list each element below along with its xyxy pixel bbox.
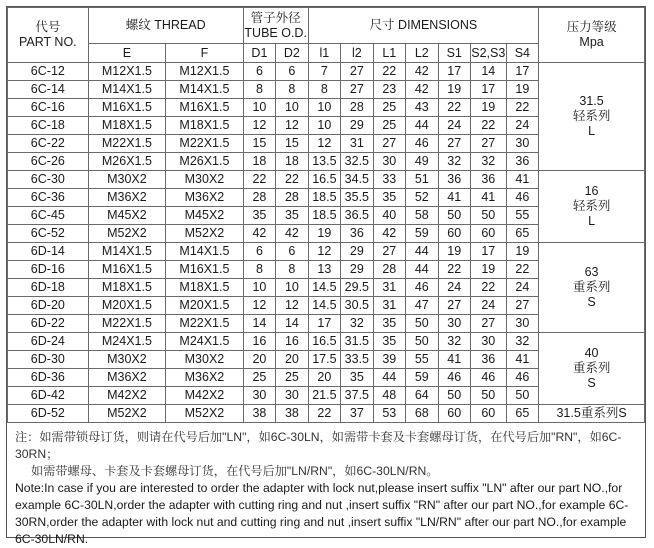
table-cell: 28: [341, 99, 373, 117]
table-cell: 32: [438, 153, 470, 171]
order-notes: [7, 423, 645, 548]
table-cell: 60: [438, 405, 470, 423]
part-number-cell: 6C-14: [8, 81, 89, 99]
table-cell: 27: [470, 135, 506, 153]
table-cell: 47: [406, 297, 438, 315]
table-cell: 46: [506, 189, 539, 207]
subheader-cell: S4: [506, 44, 539, 63]
table-cell: 31.5: [341, 333, 373, 351]
table-cell: 17: [506, 63, 539, 81]
table-cell: 14: [276, 315, 308, 333]
table-cell: 18: [243, 153, 275, 171]
table-cell: 41: [438, 351, 470, 369]
part-number-cell: 6D-18: [8, 279, 89, 297]
table-cell: 46: [406, 135, 438, 153]
table-cell: 20: [243, 351, 275, 369]
table-cell: 27: [373, 243, 405, 261]
table-cell: 10: [308, 99, 340, 117]
table-cell: M36X2: [88, 189, 166, 207]
table-cell: 29: [341, 117, 373, 135]
part-number-cell: 6D-20: [8, 297, 89, 315]
table-cell: 35: [243, 207, 275, 225]
table-cell: 6: [243, 243, 275, 261]
table-cell: 22: [243, 171, 275, 189]
table-cell: 22: [506, 99, 539, 117]
pressure-line: 40: [584, 346, 599, 360]
pressure-line: 31.5重系列S: [556, 406, 627, 420]
table-cell: 24: [438, 117, 470, 135]
table-cell: 18.5: [308, 189, 340, 207]
table-cell: 27: [341, 63, 373, 81]
part-number-cell: 6D-16: [8, 261, 89, 279]
table-cell: 35: [373, 333, 405, 351]
table-cell: 30: [506, 135, 539, 153]
table-cell: 10: [276, 99, 308, 117]
table-cell: 60: [470, 405, 506, 423]
table-cell: 15: [243, 135, 275, 153]
table-cell: 49: [406, 153, 438, 171]
table-cell: 12: [243, 297, 275, 315]
table-cell: M30X2: [88, 171, 166, 189]
table-cell: M24X1.5: [88, 333, 166, 351]
table-cell: M20X1.5: [166, 297, 244, 315]
table-cell: 58: [406, 207, 438, 225]
table-cell: 46: [438, 369, 470, 387]
subheader-cell: L2: [406, 44, 438, 63]
part-number-cell: 6D-52: [8, 405, 89, 423]
table-cell: M26X1.5: [88, 153, 166, 171]
table-cell: 52: [406, 189, 438, 207]
table-cell: 50: [406, 315, 438, 333]
table-cell: 32: [470, 153, 506, 171]
table-cell: 28: [373, 261, 405, 279]
pressure-line: L: [588, 214, 596, 228]
table-cell: 44: [373, 369, 405, 387]
table-cell: 18.5: [308, 207, 340, 225]
table-cell: M18X1.5: [166, 117, 244, 135]
table-cell: 32.5: [341, 153, 373, 171]
subheader-cell: l1: [308, 44, 340, 63]
table-cell: M36X2: [88, 369, 166, 387]
table-cell: 32: [341, 315, 373, 333]
table-cell: 21.5: [308, 387, 340, 405]
table-cell: 13.5: [308, 153, 340, 171]
table-cell: 22: [308, 405, 340, 423]
table-cell: 17.5: [308, 351, 340, 369]
table-row: [8, 333, 645, 351]
table-cell: 30.5: [341, 297, 373, 315]
table-cell: 30: [438, 315, 470, 333]
table-cell: 19: [308, 225, 340, 243]
table-cell: 35.5: [341, 189, 373, 207]
table-cell: 31: [373, 297, 405, 315]
table-cell: 19: [506, 81, 539, 99]
table-cell: 30: [276, 387, 308, 405]
part-number-cell: 6D-42: [8, 387, 89, 405]
table-cell: 36: [506, 153, 539, 171]
table-cell: M14X1.5: [166, 81, 244, 99]
dimension-table: [7, 7, 645, 423]
table-cell: 27: [373, 135, 405, 153]
table-cell: 31: [341, 135, 373, 153]
table-cell: 41: [506, 171, 539, 189]
table-cell: M36X2: [166, 189, 244, 207]
table-cell: 12: [276, 117, 308, 135]
table-cell: 8: [243, 81, 275, 99]
table-cell: 24: [470, 297, 506, 315]
table-cell: 46: [406, 279, 438, 297]
table-cell: 44: [406, 243, 438, 261]
table-cell: 16.5: [308, 171, 340, 189]
table-cell: 53: [373, 405, 405, 423]
table-cell: 22: [470, 279, 506, 297]
table-cell: 36.5: [341, 207, 373, 225]
pressure-line: 31.5: [579, 94, 604, 108]
table-cell: 8: [276, 261, 308, 279]
table-cell: 44: [406, 117, 438, 135]
pressure-line: 重系列: [572, 361, 611, 375]
table-cell: 13: [308, 261, 340, 279]
table-cell: 41: [506, 351, 539, 369]
table-cell: 18: [276, 153, 308, 171]
table-row: [8, 171, 645, 189]
table-cell: 50: [438, 387, 470, 405]
table-cell: 68: [406, 405, 438, 423]
table-cell: 25: [373, 117, 405, 135]
table-cell: 50: [438, 207, 470, 225]
table-cell: 55: [406, 351, 438, 369]
table-cell: 60: [438, 225, 470, 243]
table-cell: 35: [276, 207, 308, 225]
table-cell: 50: [506, 387, 539, 405]
table-cell: 24: [506, 117, 539, 135]
table-cell: 6: [243, 63, 275, 81]
table-cell: 22: [470, 117, 506, 135]
table-cell: 27: [470, 315, 506, 333]
subheader-cell: l2: [341, 44, 373, 63]
subheader-cell: E: [88, 44, 166, 63]
table-cell: M52X2: [88, 225, 166, 243]
table-cell: 17: [470, 243, 506, 261]
table-row: [8, 405, 645, 423]
table-cell: 32: [438, 333, 470, 351]
table-cell: 41: [438, 189, 470, 207]
table-cell: 6: [276, 63, 308, 81]
table-cell: M30X2: [88, 351, 166, 369]
table-cell: 19: [506, 243, 539, 261]
table-cell: 10: [276, 279, 308, 297]
table-cell: 10: [243, 99, 275, 117]
part-number-cell: 6D-36: [8, 369, 89, 387]
table-cell: 16.5: [308, 333, 340, 351]
table-cell: 37: [341, 405, 373, 423]
table-cell: 23: [373, 81, 405, 99]
table-cell: 38: [276, 405, 308, 423]
table-cell: 44: [406, 261, 438, 279]
table-cell: M36X2: [166, 369, 244, 387]
table-cell: 19: [470, 261, 506, 279]
table-cell: 14.5: [308, 279, 340, 297]
table-cell: 19: [438, 81, 470, 99]
table-cell: 12: [276, 297, 308, 315]
table-cell: 7: [308, 63, 340, 81]
table-cell: 27: [438, 135, 470, 153]
table-cell: 30: [470, 333, 506, 351]
table-cell: 43: [406, 99, 438, 117]
table-cell: 36: [470, 171, 506, 189]
table-cell: 35: [341, 369, 373, 387]
table-cell: 31: [373, 279, 405, 297]
note-cn-line2: 如需带螺母、卡套及卡套螺母订货，在代号后加"LN/RN"，如6C-30LN/RN。: [31, 464, 439, 478]
table-cell: M22X1.5: [166, 135, 244, 153]
table-cell: 16: [276, 333, 308, 351]
table-cell: 17: [438, 63, 470, 81]
table-cell: M14X1.5: [166, 243, 244, 261]
table-cell: 25: [373, 99, 405, 117]
table-cell: 14: [470, 63, 506, 81]
table-cell: M12X1.5: [166, 63, 244, 81]
part-number-cell: 6C-36: [8, 189, 89, 207]
table-cell: 10: [308, 117, 340, 135]
table-cell: 30: [373, 153, 405, 171]
pressure-line: 轻系列: [572, 199, 611, 213]
table-cell: 65: [506, 405, 539, 423]
table-cell: 38: [243, 405, 275, 423]
part-number-cell: 6C-45: [8, 207, 89, 225]
part-number-cell: 6C-52: [8, 225, 89, 243]
subheader-cell: F: [166, 44, 244, 63]
part-number-cell: 6C-30: [8, 171, 89, 189]
table-cell: 41: [470, 189, 506, 207]
table-cell: 30: [506, 315, 539, 333]
header-thread: 螺纹 THREAD: [88, 8, 243, 44]
pressure-line: 16: [584, 184, 599, 198]
table-cell: 64: [406, 387, 438, 405]
part-number-cell: 6C-12: [8, 63, 89, 81]
part-number-cell: 6D-30: [8, 351, 89, 369]
table-cell: 46: [470, 369, 506, 387]
table-cell: M22X1.5: [166, 315, 244, 333]
table-cell: 28: [276, 189, 308, 207]
table-cell: 50: [406, 333, 438, 351]
pressure-line: S: [587, 295, 596, 309]
table-cell: 16: [243, 333, 275, 351]
table-cell: M42X2: [88, 387, 166, 405]
table-cell: 59: [406, 225, 438, 243]
table-cell: 42: [276, 225, 308, 243]
table-cell: 35: [373, 315, 405, 333]
pressure-line: S: [587, 376, 596, 390]
pressure-group: [539, 63, 645, 171]
part-number-cell: 6C-22: [8, 135, 89, 153]
table-cell: 29: [341, 261, 373, 279]
table-cell: 27: [506, 297, 539, 315]
pressure-group: [539, 405, 645, 423]
table-cell: M22X1.5: [88, 135, 166, 153]
table-cell: M16X1.5: [166, 99, 244, 117]
table-cell: 30: [243, 387, 275, 405]
pressure-line: L: [588, 124, 596, 138]
table-cell: 8: [308, 81, 340, 99]
table-cell: M14X1.5: [88, 81, 166, 99]
table-cell: 17: [308, 315, 340, 333]
table-cell: M52X2: [88, 405, 166, 423]
table-cell: 33.5: [341, 351, 373, 369]
table-cell: 25: [243, 369, 275, 387]
pressure-group: [539, 243, 645, 333]
table-row: [8, 63, 645, 81]
table-cell: M18X1.5: [88, 117, 166, 135]
table-cell: 8: [276, 81, 308, 99]
table-cell: 22: [373, 63, 405, 81]
table-cell: 46: [506, 369, 539, 387]
table-cell: 42: [406, 63, 438, 81]
table-cell: M14X1.5: [88, 243, 166, 261]
table-cell: 12: [243, 117, 275, 135]
subheader-cell: S1: [438, 44, 470, 63]
table-cell: M42X2: [166, 387, 244, 405]
table-cell: 37.5: [341, 387, 373, 405]
spec-sheet: [6, 6, 646, 546]
table-cell: 33: [373, 171, 405, 189]
table-cell: M30X2: [166, 351, 244, 369]
table-cell: 19: [470, 99, 506, 117]
table-cell: M16X1.5: [88, 99, 166, 117]
table-cell: 8: [243, 261, 275, 279]
table-cell: 6: [276, 243, 308, 261]
pressure-line: 重系列: [572, 280, 611, 294]
table-cell: 27: [341, 81, 373, 99]
table-cell: M45X2: [166, 207, 244, 225]
table-cell: 22: [506, 261, 539, 279]
table-cell: 48: [373, 387, 405, 405]
table-cell: 29.5: [341, 279, 373, 297]
table-cell: M45X2: [88, 207, 166, 225]
table-cell: M22X1.5: [88, 315, 166, 333]
part-number-cell: 6D-24: [8, 333, 89, 351]
table-cell: M20X1.5: [88, 297, 166, 315]
table-cell: 36: [438, 171, 470, 189]
part-number-cell: 6C-26: [8, 153, 89, 171]
table-cell: M18X1.5: [88, 279, 166, 297]
part-number-cell: 6D-22: [8, 315, 89, 333]
note-cn-line1: 注：如需带锁母订货，则请在代号后加"LN"，如6C-30LN，如需带卡套及卡套螺母订货，在代号后加"RN"，如6C-30RN；: [15, 430, 622, 461]
subheader-cell: L1: [373, 44, 405, 63]
table-cell: 12: [308, 135, 340, 153]
subheader-cell: S2,S3: [470, 44, 506, 63]
part-number-cell: 6C-16: [8, 99, 89, 117]
table-cell: 19: [438, 243, 470, 261]
table-cell: 24: [438, 279, 470, 297]
table-cell: 42: [243, 225, 275, 243]
pressure-group: [539, 171, 645, 243]
table-cell: 29: [341, 243, 373, 261]
note-en: Note:In case if you are interested to order the adapter with lock nut,please insert suffix "LN" after our part NO.,for example 6C-30LN,order the adapter with cutting ring and nut ,insert suffix "RN" after our part NO.,for example 6C-30RN,order the adapter with lock nut and cutting ring and nut ,insert suffix "LN/RN" after our part NO.,for example 6C-30LN/RN.: [15, 481, 629, 546]
table-cell: M52X2: [166, 405, 244, 423]
table-cell: 20: [276, 351, 308, 369]
header-part-no: 代号 PART NO.: [8, 8, 89, 63]
table-cell: M16X1.5: [88, 261, 166, 279]
table-cell: 39: [373, 351, 405, 369]
table-cell: 12: [308, 243, 340, 261]
table-cell: 10: [243, 279, 275, 297]
table-cell: M18X1.5: [166, 279, 244, 297]
table-cell: M16X1.5: [166, 261, 244, 279]
table-cell: M26X1.5: [166, 153, 244, 171]
pressure-group: [539, 333, 645, 405]
table-cell: 51: [406, 171, 438, 189]
table-cell: 42: [373, 225, 405, 243]
table-cell: 15: [276, 135, 308, 153]
table-cell: 28: [243, 189, 275, 207]
part-number-cell: 6C-18: [8, 117, 89, 135]
table-cell: M30X2: [166, 171, 244, 189]
table-cell: 36: [341, 225, 373, 243]
table-cell: 34.5: [341, 171, 373, 189]
table-cell: 60: [470, 225, 506, 243]
table-cell: 42: [406, 81, 438, 99]
table-cell: M12X1.5: [88, 63, 166, 81]
part-number-cell: 6D-14: [8, 243, 89, 261]
table-cell: M24X1.5: [166, 333, 244, 351]
table-cell: 27: [438, 297, 470, 315]
table-cell: 22: [438, 261, 470, 279]
table-cell: 22: [438, 99, 470, 117]
table-cell: 14: [243, 315, 275, 333]
header-pressure: 压力等级 Mpa: [539, 8, 645, 63]
header-tube-od: 管子外径 TUBE O.D.: [243, 8, 308, 44]
table-cell: 20: [308, 369, 340, 387]
table-cell: 24: [506, 279, 539, 297]
table-row: [8, 243, 645, 261]
table-cell: M52X2: [166, 225, 244, 243]
table-cell: 32: [506, 333, 539, 351]
table-cell: 65: [506, 225, 539, 243]
table-cell: 25: [276, 369, 308, 387]
subheader-cell: D1: [243, 44, 275, 63]
table-cell: 36: [470, 351, 506, 369]
table-cell: 14.5: [308, 297, 340, 315]
pressure-line: 轻系列: [572, 109, 611, 123]
header-dimensions: 尺寸 DIMENSIONS: [308, 8, 539, 44]
table-cell: 50: [470, 387, 506, 405]
table-cell: 35: [373, 189, 405, 207]
table-cell: 17: [470, 81, 506, 99]
table-cell: 40: [373, 207, 405, 225]
table-cell: 22: [276, 171, 308, 189]
table-cell: 50: [470, 207, 506, 225]
table-cell: 55: [506, 207, 539, 225]
pressure-line: 63: [584, 265, 599, 279]
table-cell: 59: [406, 369, 438, 387]
subheader-cell: D2: [276, 44, 308, 63]
